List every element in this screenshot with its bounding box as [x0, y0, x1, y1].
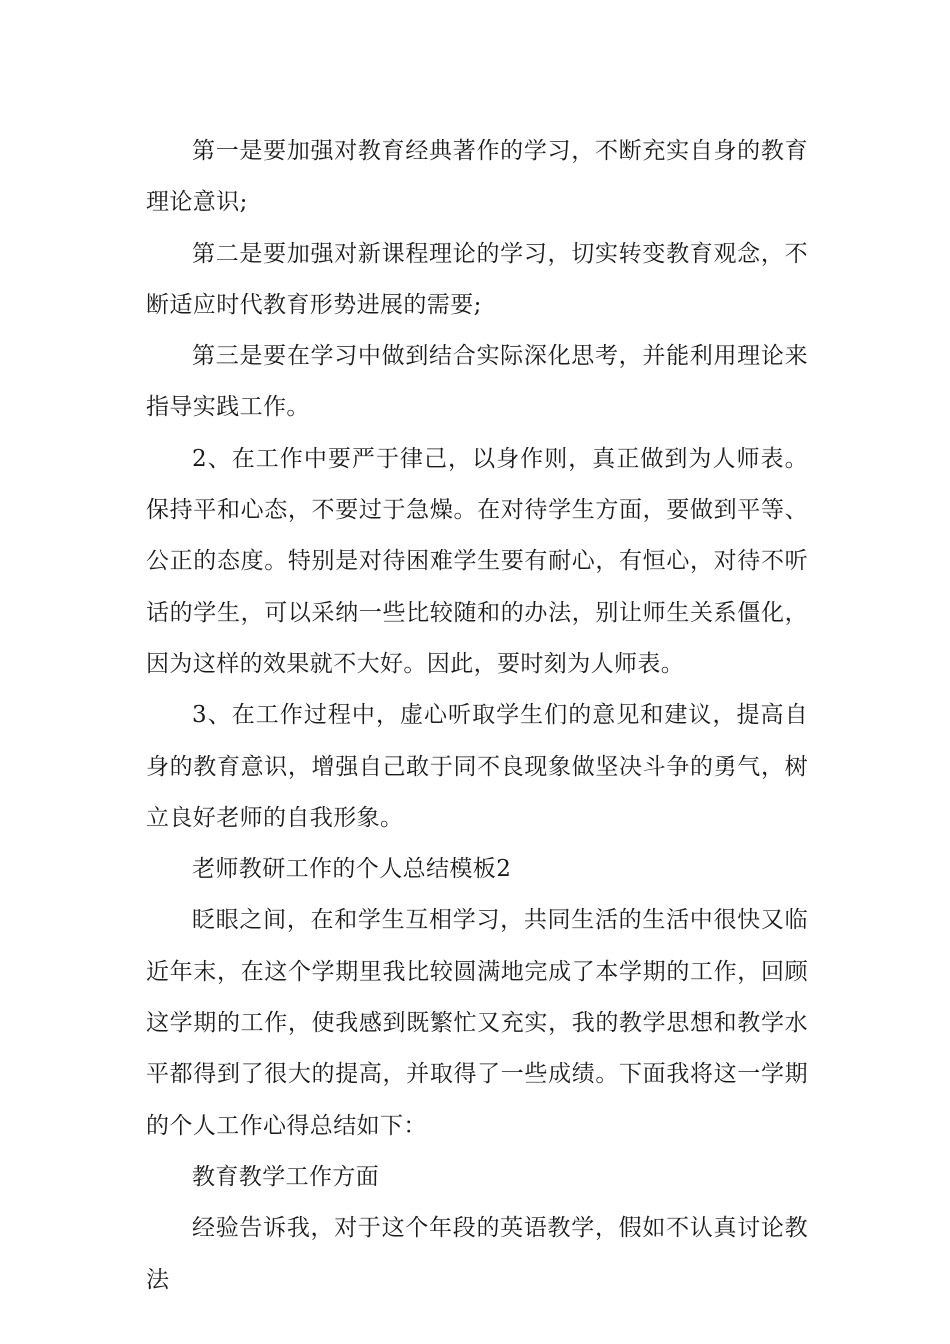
subsection-title: 教育教学工作方面: [192, 1163, 380, 1190]
paragraph-study-new-curriculum: 第二是要加强对新课程理论的学习，切实转变教育观念，不断适应时代教育形势进展的需要;: [146, 240, 808, 318]
paragraph-study-classics: 第一是要加强对教育经典著作的学习，不断充实自身的教育理论意识;: [146, 138, 808, 216]
paragraph-study-practice: 第三是要在学习中做到结合实际深化思考，并能利用理论来指导实践工作。: [146, 343, 808, 421]
paragraph-intro: 眨眼之间，在和学生互相学习，共同生活的生活中很快又临近年末，在这个学期里我比较圆满地完成了本学期的工作，回顾这学期的工作，使我感到既繁忙又充实，我的教学思想和教学水平都得到了很大的提高，并取得了一些成绩。下面我将这一学期的个人工作心得总结如下：: [146, 907, 808, 1139]
paragraph-self-discipline: 2、在工作中要严于律己，以身作则，真正做到为人师表。保持平和心态，不要过于急燥。在对待学生方面，要做到平等、公正的态度。特别是对待困难学生要有耐心，有恒心，对待不听话的学生，可以采纳一些比较随和的办法，别让师生关系僵化，因为这样的效果就不大好。因此，要时刻为人师表。: [146, 445, 808, 677]
document-body: [146, 126, 808, 1306]
paragraph-experience: 经验告诉我，对于这个年段的英语教学，假如不认真讨论教法: [146, 1215, 808, 1293]
paragraph-listen-students: 3、在工作过程中，虚心听取学生们的意见和建议，提高自身的教育意识，增强自己敢于同不良现象做坚决斗争的勇气，树立良好老师的自我形象。: [146, 702, 808, 831]
section-title: 老师教研工作的个人总结模板2: [192, 856, 512, 883]
